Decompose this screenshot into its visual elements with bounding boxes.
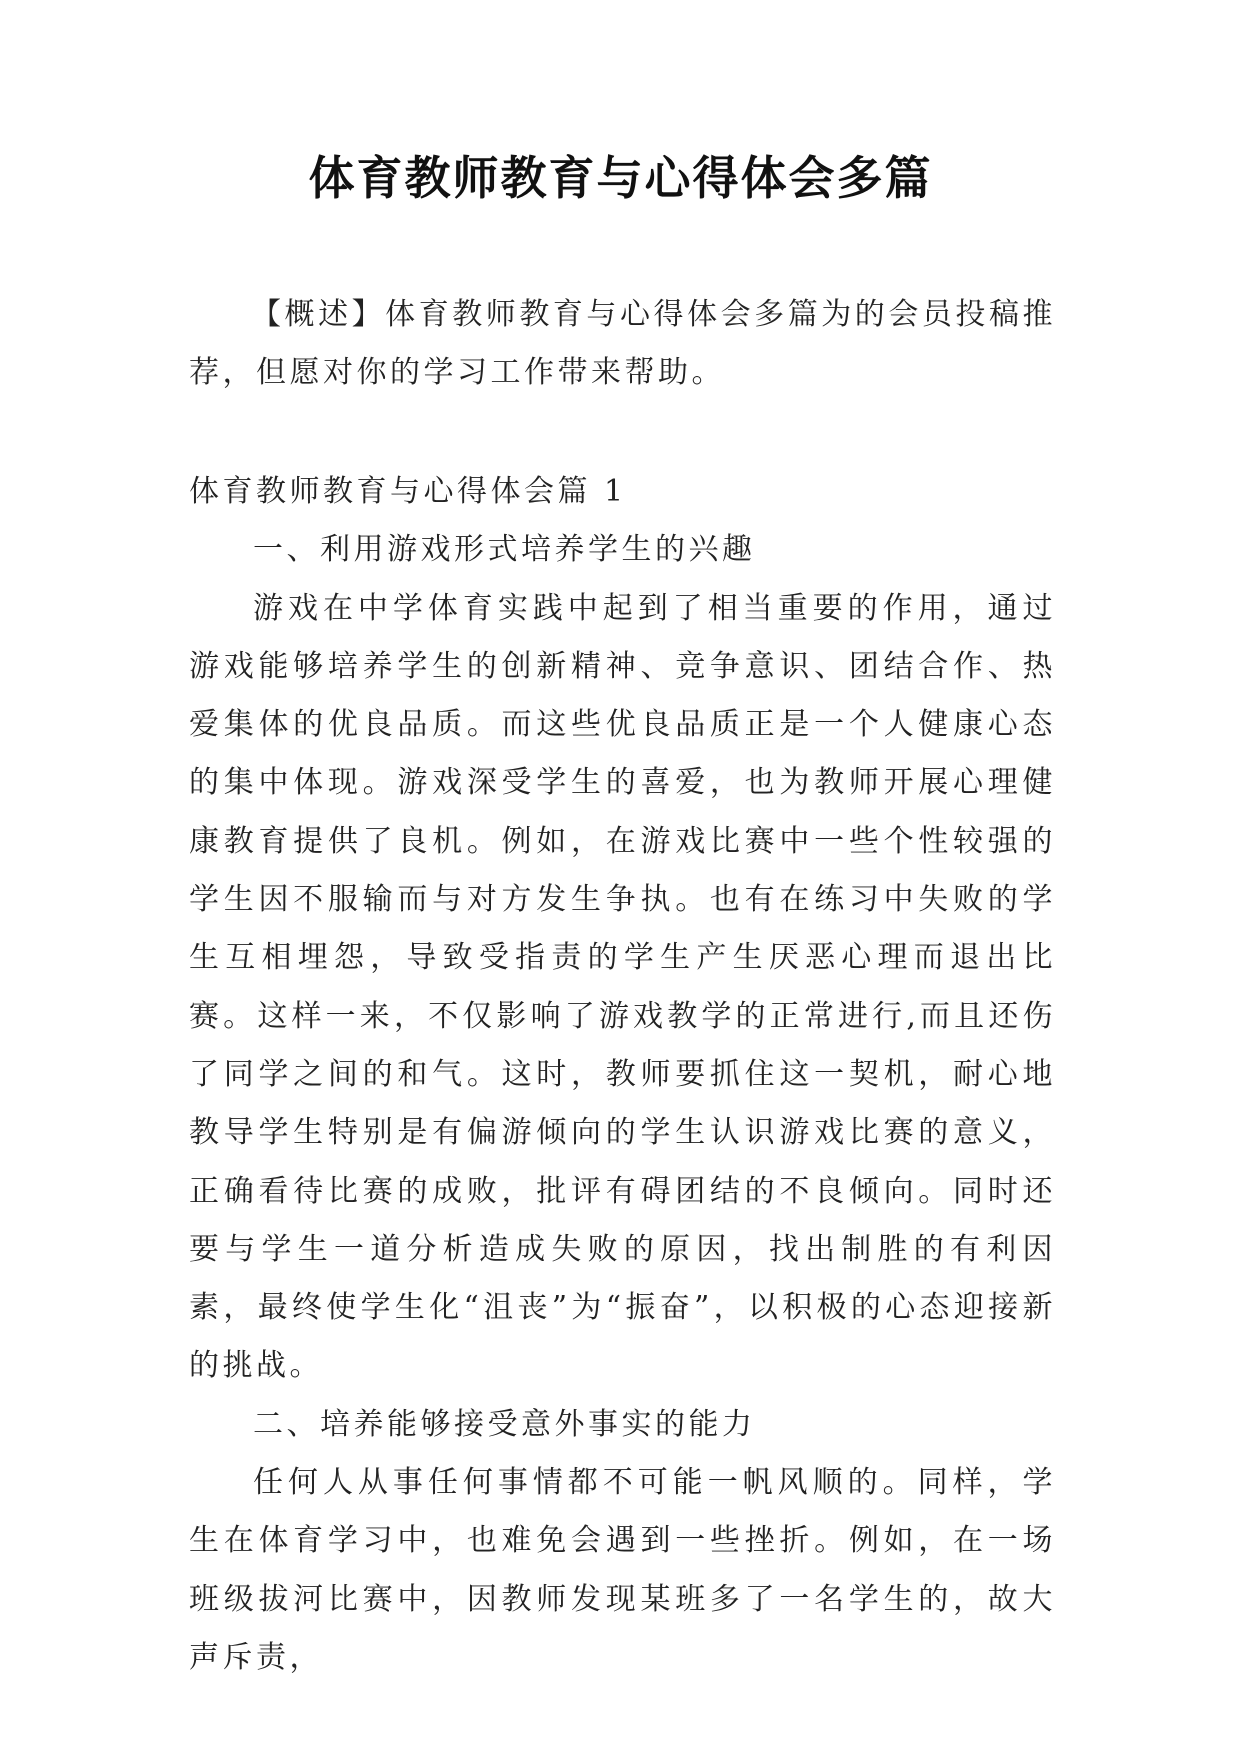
document-body	[189, 463, 1056, 1687]
body-paragraph-1: 游戏在中学体育实践中起到了相当重要的作用，通过游戏能够培养学生的创新精神、竞争意识、团结合作、热爱集体的优良品质。而这些优良品质正是一个人健康心态的集中体现。游戏深受学生的喜爱，也为教师开展心理健康教育提供了良机。例如，在游戏比赛中一些个性较强的学生因不服输而与对方发生争执。也有在练习中失败的学生互相埋怨，导致受指责的学生产生厌恶心理而退出比赛。这样一来，不仅影响了游戏教学的正常进行,而且还伤了同学之间的和气。这时，教师要抓住这一契机，耐心地教导学生特别是有偏游倾向的学生认识游戏比赛的意义，正确看待比赛的成败，批评有碍团结的不良倾向。同时还要与学生一道分析造成失败的原因，找出制胜的有利因素，最终使学生化“沮丧”为“振奋”，以积极的心态迎接新的挑战。	[189, 590, 1056, 1384]
subheading-1: 一、利用游戏形式培养学生的兴趣	[253, 532, 756, 568]
document-title: 体育教师教育与心得体会多篇	[308, 151, 933, 205]
summary-paragraph: 【概述】体育教师教育与心得体会多篇为的会员投稿推荐，但愿对你的学习工作带来帮助。	[189, 297, 1056, 390]
body-paragraph-2: 任何人从事任何事情都不可能一帆风顺的。同样，学生在体育学习中，也难免会遇到一些挫折。例如，在一场班级拔河比赛中，因教师发现某班多了一名学生的，故大声斥责，	[189, 1465, 1056, 1675]
subheading-2: 二、培养能够接受意外事实的能力	[253, 1406, 756, 1442]
section-heading: 体育教师教育与心得体会篇 1	[189, 474, 627, 509]
